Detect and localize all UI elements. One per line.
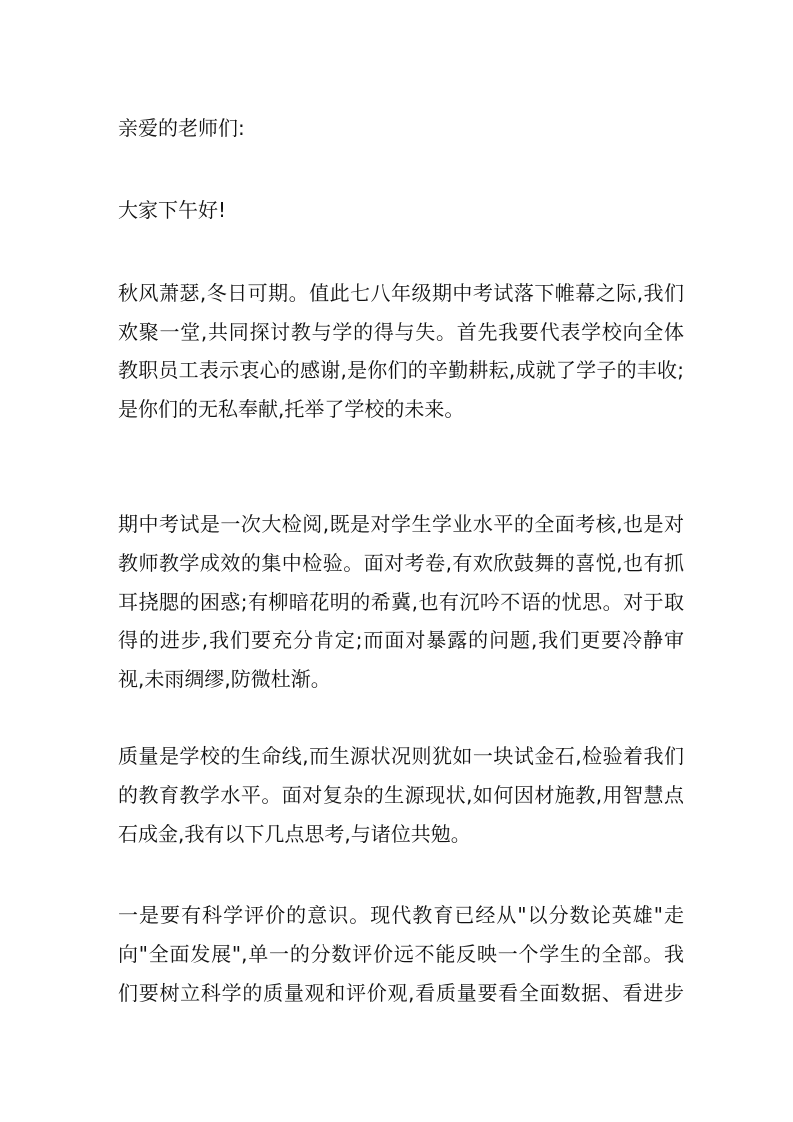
paragraph-line: 得的进步,我们要充分肯定;而面对暴露的问题,我们更要冷静审: [118, 628, 684, 652]
paragraph-line: 质量是学校的生命线,而生源状况则犹如一块试金石,检验着我们: [118, 744, 684, 768]
salutation: 大家下午好!: [118, 198, 227, 222]
paragraph-line: 耳挠腮的困惑;有柳暗花明的希冀,也有沉吟不语的忧思。对于取: [118, 590, 684, 614]
paragraph-line: 石成金,我有以下几点思考,与诸位共勉。: [118, 822, 471, 846]
paragraph-line: 向"全面发展",单一的分数评价远不能反映一个学生的全部。我: [118, 942, 684, 966]
paragraph-line: 一是要有科学评价的意识。现代教育已经从"以分数论英雄"走: [118, 903, 684, 927]
paragraph-line: 们要树立科学的质量观和评价观,看质量要看全面数据、看进步: [118, 981, 684, 1005]
paragraph-line: 教师教学成效的集中检验。面对考卷,有欢欣鼓舞的喜悦,也有抓: [118, 551, 684, 575]
paragraph-line: 是你们的无私奉献,托举了学校的未来。: [118, 397, 465, 421]
paragraph-line: 教职员工表示衷心的感谢,是你们的辛勤耕耘,成就了学子的丰收;: [118, 358, 684, 382]
paragraph-line: 视,未雨绸缪,防微杜渐。: [118, 667, 331, 691]
greeting: 亲爱的老师们:: [118, 116, 245, 140]
paragraph-line: 期中考试是一次大检阅,既是对学生学业水平的全面考核,也是对: [118, 512, 684, 536]
paragraph-line: 欢聚一堂,共同探讨教与学的得与失。首先我要代表学校向全体: [118, 320, 684, 344]
paragraph-line: 的教育教学水平。面对复杂的生源现状,如何因材施教,用智慧点: [118, 783, 684, 807]
paragraph-line: 秋风萧瑟,冬日可期。值此七八年级期中考试落下帷幕之际,我们: [118, 281, 684, 305]
